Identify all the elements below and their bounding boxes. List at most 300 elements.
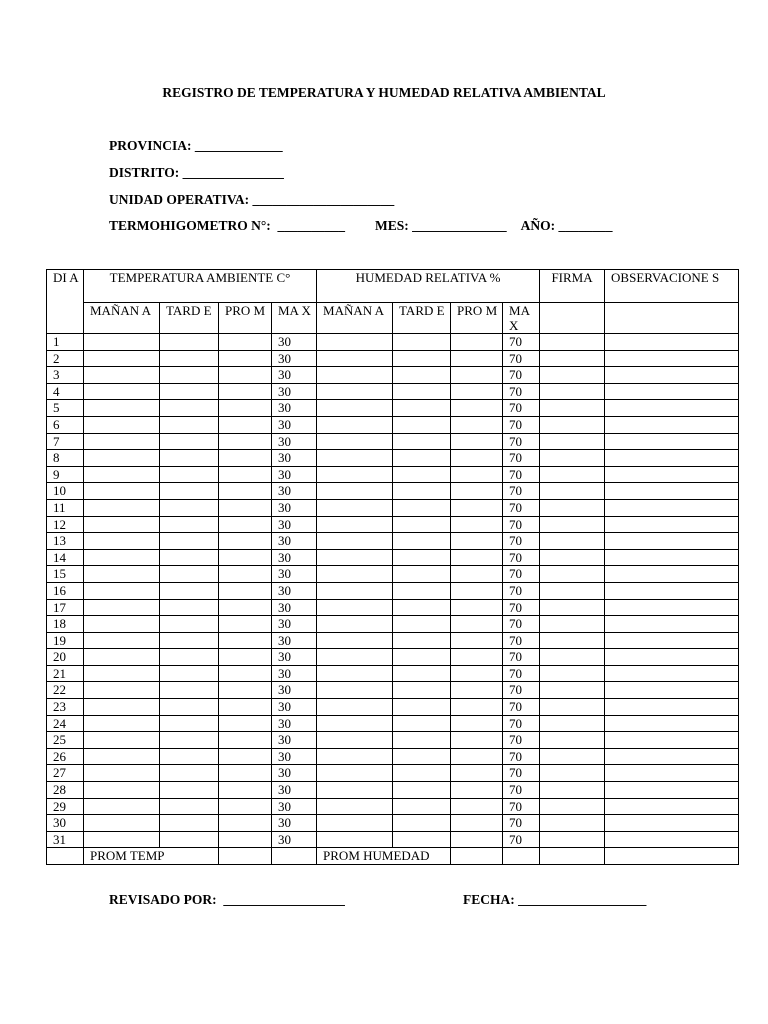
observaciones-cell[interactable] [605,466,739,483]
firma-cell[interactable] [540,466,605,483]
hum-manana-cell[interactable] [317,383,393,400]
hum-prom-cell[interactable] [451,798,503,815]
observaciones-cell[interactable] [605,400,739,417]
temp-prom-cell[interactable] [219,748,272,765]
temp-tarde-cell[interactable] [160,466,219,483]
hum-prom-cell[interactable] [451,450,503,467]
firma-cell[interactable] [540,649,605,666]
temp-manana-cell[interactable] [84,582,160,599]
hum-prom-cell[interactable] [451,483,503,500]
observaciones-cell[interactable] [605,533,739,550]
temp-manana-cell[interactable] [84,549,160,566]
temp-tarde-cell[interactable] [160,715,219,732]
table-row [47,748,739,765]
hum-max-cell: 70 [503,483,540,500]
firma-cell[interactable] [540,499,605,516]
observaciones-cell[interactable] [605,616,739,633]
temp-manana-cell[interactable] [84,831,160,848]
firma-cell[interactable] [540,599,605,616]
hum-manana-cell[interactable] [317,649,393,666]
observaciones-cell[interactable] [605,632,739,649]
temp-tarde-cell[interactable] [160,450,219,467]
hum-manana-cell[interactable] [317,466,393,483]
temp-tarde-header: TARD E [160,303,219,334]
temp-manana-cell[interactable] [84,765,160,782]
hum-max-cell: 70 [503,416,540,433]
hum-manana-cell[interactable] [317,350,393,367]
firma-cell[interactable] [540,748,605,765]
table-row [47,632,739,649]
firma-cell[interactable] [540,765,605,782]
hum-tarde-cell[interactable] [393,483,451,500]
hum-manana-cell[interactable] [317,782,393,799]
hum-prom-cell[interactable] [451,466,503,483]
observaciones-cell[interactable] [605,765,739,782]
hum-manana-cell[interactable] [317,732,393,749]
observaciones-cell[interactable] [605,566,739,583]
firma-cell[interactable] [540,483,605,500]
hum-tarde-cell[interactable] [393,416,451,433]
firma-cell[interactable] [540,798,605,815]
hum-manana-cell[interactable] [317,499,393,516]
hum-manana-cell[interactable] [317,715,393,732]
temp-manana-cell[interactable] [84,665,160,682]
hum-prom-cell[interactable] [451,599,503,616]
hum-manana-cell[interactable] [317,334,393,351]
temp-manana-cell[interactable] [84,616,160,633]
observaciones-cell[interactable] [605,549,739,566]
observaciones-cell[interactable] [605,782,739,799]
hum-tarde-cell[interactable] [393,831,451,848]
firma-cell[interactable] [540,334,605,351]
hum-tarde-cell[interactable] [393,798,451,815]
temp-tarde-cell[interactable] [160,616,219,633]
temp-tarde-cell[interactable] [160,483,219,500]
observaciones-cell[interactable] [605,699,739,716]
hum-prom-cell[interactable] [451,715,503,732]
temp-manana-cell[interactable] [84,798,160,815]
prom-obs-cell [605,848,739,865]
hum-max-cell: 70 [503,765,540,782]
firma-cell[interactable] [540,516,605,533]
hum-manana-cell[interactable] [317,831,393,848]
hum-tarde-cell[interactable] [393,450,451,467]
temp-manana-cell[interactable] [84,499,160,516]
temp-prom-cell[interactable] [219,649,272,666]
hum-tarde-cell[interactable] [393,582,451,599]
firma-cell[interactable] [540,450,605,467]
temp-prom-cell[interactable] [219,549,272,566]
dia-cell: 25 [47,732,84,749]
prom-temp-cell[interactable] [219,848,272,865]
firma-cell[interactable] [540,549,605,566]
observaciones-cell[interactable] [605,732,739,749]
firma-cell[interactable] [540,400,605,417]
hum-max-cell: 70 [503,400,540,417]
temp-manana-cell[interactable] [84,466,160,483]
firma-cell[interactable] [540,533,605,550]
firma-cell[interactable] [540,433,605,450]
observaciones-cell[interactable] [605,682,739,699]
table-row [47,732,739,749]
temp-max-cell: 30 [272,383,317,400]
temp-max-cell: 30 [272,699,317,716]
hum-manana-cell[interactable] [317,616,393,633]
hum-max-cell: 70 [503,682,540,699]
hum-manana-cell[interactable] [317,798,393,815]
hum-max-cell: 70 [503,582,540,599]
hum-manana-cell[interactable] [317,815,393,832]
temp-prom-cell[interactable] [219,599,272,616]
temp-manana-cell[interactable] [84,566,160,583]
dia-cell: 29 [47,798,84,815]
observaciones-cell[interactable] [605,665,739,682]
hum-tarde-cell[interactable] [393,699,451,716]
hum-max-header: MA X [503,303,540,334]
hum-manana-cell[interactable] [317,367,393,384]
prom-hum-max-cell [503,848,540,865]
temp-tarde-cell[interactable] [160,416,219,433]
temp-manana-cell[interactable] [84,483,160,500]
observaciones-cell[interactable] [605,582,739,599]
hum-tarde-cell[interactable] [393,599,451,616]
hum-tarde-cell[interactable] [393,516,451,533]
temp-max-cell: 30 [272,483,317,500]
table-row [47,782,739,799]
observaciones-cell[interactable] [605,450,739,467]
temp-prom-cell[interactable] [219,450,272,467]
observaciones-cell[interactable] [605,383,739,400]
hum-manana-cell[interactable] [317,599,393,616]
table-row [47,699,739,716]
temp-prom-cell[interactable] [219,616,272,633]
temp-max-cell: 30 [272,715,317,732]
hum-manana-cell[interactable] [317,632,393,649]
hum-prom-cell[interactable] [451,665,503,682]
dia-cell: 11 [47,499,84,516]
temp-prom-cell[interactable] [219,516,272,533]
hum-prom-cell[interactable] [451,566,503,583]
temp-tarde-cell[interactable] [160,765,219,782]
temp-manana-cell[interactable] [84,599,160,616]
prom-hum-cell[interactable] [451,848,503,865]
firma-cell[interactable] [540,616,605,633]
temp-tarde-cell[interactable] [160,582,219,599]
temp-tarde-cell[interactable] [160,632,219,649]
hum-manana-cell[interactable] [317,566,393,583]
firma-cell[interactable] [540,582,605,599]
table-row [47,566,739,583]
temp-tarde-cell[interactable] [160,367,219,384]
observaciones-cell[interactable] [605,831,739,848]
temp-tarde-cell[interactable] [160,566,219,583]
temp-manana-cell[interactable] [84,715,160,732]
hum-prom-cell[interactable] [451,732,503,749]
temp-prom-cell[interactable] [219,383,272,400]
temp-tarde-cell[interactable] [160,499,219,516]
hum-tarde-cell[interactable] [393,383,451,400]
firma-cell[interactable] [540,350,605,367]
hum-tarde-cell[interactable] [393,748,451,765]
observaciones-cell[interactable] [605,367,739,384]
temp-manana-cell[interactable] [84,433,160,450]
hum-manana-cell[interactable] [317,433,393,450]
temp-prom-cell[interactable] [219,416,272,433]
temp-tarde-cell[interactable] [160,748,219,765]
temp-max-cell: 30 [272,665,317,682]
hum-manana-cell[interactable] [317,582,393,599]
temp-prom-cell[interactable] [219,367,272,384]
dia-cell: 18 [47,616,84,633]
temp-manana-cell[interactable] [84,400,160,417]
hum-tarde-cell[interactable] [393,732,451,749]
temp-tarde-cell[interactable] [160,649,219,666]
temp-manana-cell[interactable] [84,649,160,666]
hum-tarde-cell[interactable] [393,400,451,417]
firma-cell[interactable] [540,732,605,749]
firma-cell[interactable] [540,566,605,583]
temp-tarde-cell[interactable] [160,665,219,682]
dia-cell: 28 [47,782,84,799]
temp-manana-cell[interactable] [84,632,160,649]
temp-max-cell: 30 [272,732,317,749]
hum-tarde-cell[interactable] [393,649,451,666]
observaciones-cell[interactable] [605,815,739,832]
temp-prom-cell[interactable] [219,815,272,832]
prom-firma-cell [540,848,605,865]
hum-prom-cell[interactable] [451,649,503,666]
temp-manana-cell[interactable] [84,782,160,799]
firma-cell[interactable] [540,632,605,649]
observaciones-cell[interactable] [605,334,739,351]
hum-tarde-cell[interactable] [393,566,451,583]
hum-prom-cell[interactable] [451,533,503,550]
temp-tarde-cell[interactable] [160,533,219,550]
anio-field: AÑO: ________ [520,218,613,233]
temp-prom-cell[interactable] [219,533,272,550]
temp-manana-cell[interactable] [84,450,160,467]
dia-cell: 2 [47,350,84,367]
prom-temp-label: PROM TEMP [84,848,219,865]
temp-max-cell: 30 [272,400,317,417]
hum-prom-cell[interactable] [451,383,503,400]
temp-tarde-cell[interactable] [160,782,219,799]
temp-tarde-cell[interactable] [160,433,219,450]
observaciones-cell[interactable] [605,516,739,533]
hum-tarde-cell[interactable] [393,715,451,732]
table-row [47,798,739,815]
hum-manana-cell[interactable] [317,748,393,765]
temp-tarde-cell[interactable] [160,732,219,749]
hum-tarde-cell[interactable] [393,665,451,682]
temp-tarde-cell[interactable] [160,699,219,716]
hum-max-cell: 70 [503,798,540,815]
temp-manana-cell[interactable] [84,516,160,533]
temp-manana-cell[interactable] [84,367,160,384]
firma-cell[interactable] [540,682,605,699]
temp-prom-cell[interactable] [219,798,272,815]
hum-manana-cell[interactable] [317,765,393,782]
hum-tarde-cell[interactable] [393,765,451,782]
hum-tarde-cell[interactable] [393,782,451,799]
firma-cell[interactable] [540,815,605,832]
temp-max-cell: 30 [272,582,317,599]
temp-tarde-cell[interactable] [160,400,219,417]
temp-tarde-cell[interactable] [160,334,219,351]
observaciones-cell[interactable] [605,715,739,732]
firma-cell[interactable] [540,715,605,732]
temp-manana-cell[interactable] [84,383,160,400]
hum-prom-cell[interactable] [451,616,503,633]
temp-prom-cell[interactable] [219,715,272,732]
hum-tarde-cell[interactable] [393,682,451,699]
hum-tarde-cell[interactable] [393,616,451,633]
hum-prom-cell[interactable] [451,416,503,433]
hum-manana-cell[interactable] [317,699,393,716]
temp-manana-cell[interactable] [84,334,160,351]
hum-prom-cell[interactable] [451,499,503,516]
temp-prom-cell[interactable] [219,483,272,500]
hum-prom-cell[interactable] [451,831,503,848]
temp-prom-cell[interactable] [219,400,272,417]
hum-manana-cell[interactable] [317,483,393,500]
hum-manana-cell[interactable] [317,416,393,433]
firma-cell[interactable] [540,665,605,682]
firma-cell[interactable] [540,383,605,400]
temp-manana-cell[interactable] [84,699,160,716]
observaciones-cell[interactable] [605,416,739,433]
hum-manana-cell[interactable] [317,400,393,417]
hum-prom-cell[interactable] [451,549,503,566]
hum-tarde-cell[interactable] [393,549,451,566]
hum-prom-cell[interactable] [451,367,503,384]
hum-max-cell: 70 [503,533,540,550]
provincia-field: PROVINCIA: _____________ [109,138,283,153]
temp-max-cell: 30 [272,566,317,583]
temp-prom-cell[interactable] [219,334,272,351]
temp-tarde-cell[interactable] [160,516,219,533]
hum-prom-cell[interactable] [451,765,503,782]
register-table [46,269,739,865]
hum-prom-cell[interactable] [451,632,503,649]
temp-tarde-cell[interactable] [160,549,219,566]
dia-cell: 27 [47,765,84,782]
temp-prom-cell[interactable] [219,499,272,516]
temp-manana-cell[interactable] [84,815,160,832]
temp-prom-cell[interactable] [219,782,272,799]
temp-prom-cell[interactable] [219,699,272,716]
firma-cell[interactable] [540,416,605,433]
hum-prom-cell[interactable] [451,334,503,351]
hum-tarde-cell[interactable] [393,466,451,483]
temp-prom-cell[interactable] [219,466,272,483]
hum-manana-header: MAÑAN A [317,303,393,334]
hum-prom-cell[interactable] [451,400,503,417]
hum-manana-cell[interactable] [317,450,393,467]
hum-prom-cell[interactable] [451,815,503,832]
temp-manana-cell[interactable] [84,533,160,550]
temp-tarde-cell[interactable] [160,599,219,616]
temp-prom-cell[interactable] [219,632,272,649]
temperatura-header: TEMPERATURA AMBIENTE C° [84,270,317,303]
temp-prom-cell[interactable] [219,682,272,699]
hum-prom-cell[interactable] [451,582,503,599]
hum-prom-cell[interactable] [451,782,503,799]
observaciones-cell[interactable] [605,798,739,815]
hum-prom-cell[interactable] [451,433,503,450]
hum-manana-cell[interactable] [317,665,393,682]
temp-tarde-cell[interactable] [160,383,219,400]
firma-cell[interactable] [540,699,605,716]
observaciones-cell[interactable] [605,483,739,500]
firma-cell[interactable] [540,831,605,848]
temp-prom-cell[interactable] [219,582,272,599]
firma-cell[interactable] [540,782,605,799]
observaciones-cell[interactable] [605,433,739,450]
hum-prom-cell[interactable] [451,682,503,699]
hum-manana-cell[interactable] [317,533,393,550]
temp-tarde-cell[interactable] [160,831,219,848]
temp-prom-cell[interactable] [219,732,272,749]
observaciones-cell[interactable] [605,599,739,616]
hum-tarde-cell[interactable] [393,367,451,384]
temp-tarde-cell[interactable] [160,350,219,367]
hum-prom-cell[interactable] [451,350,503,367]
firma-cell[interactable] [540,367,605,384]
table-row [47,831,739,848]
temp-manana-cell[interactable] [84,682,160,699]
observaciones-cell[interactable] [605,350,739,367]
temp-prom-cell[interactable] [219,350,272,367]
table-row [47,582,739,599]
hum-tarde-cell[interactable] [393,815,451,832]
temp-tarde-cell[interactable] [160,682,219,699]
temp-prom-cell[interactable] [219,665,272,682]
dia-cell: 7 [47,433,84,450]
observaciones-cell[interactable] [605,499,739,516]
hum-tarde-cell[interactable] [393,632,451,649]
hum-tarde-cell[interactable] [393,499,451,516]
observaciones-cell[interactable] [605,748,739,765]
table-row [47,682,739,699]
humedad-header: HUMEDAD RELATIVA % [317,270,540,303]
temp-manana-cell[interactable] [84,350,160,367]
hum-prom-cell[interactable] [451,699,503,716]
temp-prom-cell[interactable] [219,566,272,583]
hum-prom-cell[interactable] [451,516,503,533]
hum-tarde-cell[interactable] [393,433,451,450]
hum-manana-cell[interactable] [317,682,393,699]
temp-tarde-cell[interactable] [160,798,219,815]
hum-prom-cell[interactable] [451,748,503,765]
hum-tarde-cell[interactable] [393,334,451,351]
hum-manana-cell[interactable] [317,516,393,533]
hum-tarde-cell[interactable] [393,533,451,550]
temp-tarde-cell[interactable] [160,815,219,832]
temp-manana-cell[interactable] [84,732,160,749]
temp-manana-cell[interactable] [84,416,160,433]
observaciones-cell[interactable] [605,649,739,666]
dia-cell: 21 [47,665,84,682]
temp-prom-cell[interactable] [219,433,272,450]
temp-prom-cell[interactable] [219,831,272,848]
hum-tarde-cell[interactable] [393,350,451,367]
temp-prom-cell[interactable] [219,765,272,782]
hum-max-cell: 70 [503,815,540,832]
dia-cell: 9 [47,466,84,483]
temp-manana-cell[interactable] [84,748,160,765]
hum-manana-cell[interactable] [317,549,393,566]
